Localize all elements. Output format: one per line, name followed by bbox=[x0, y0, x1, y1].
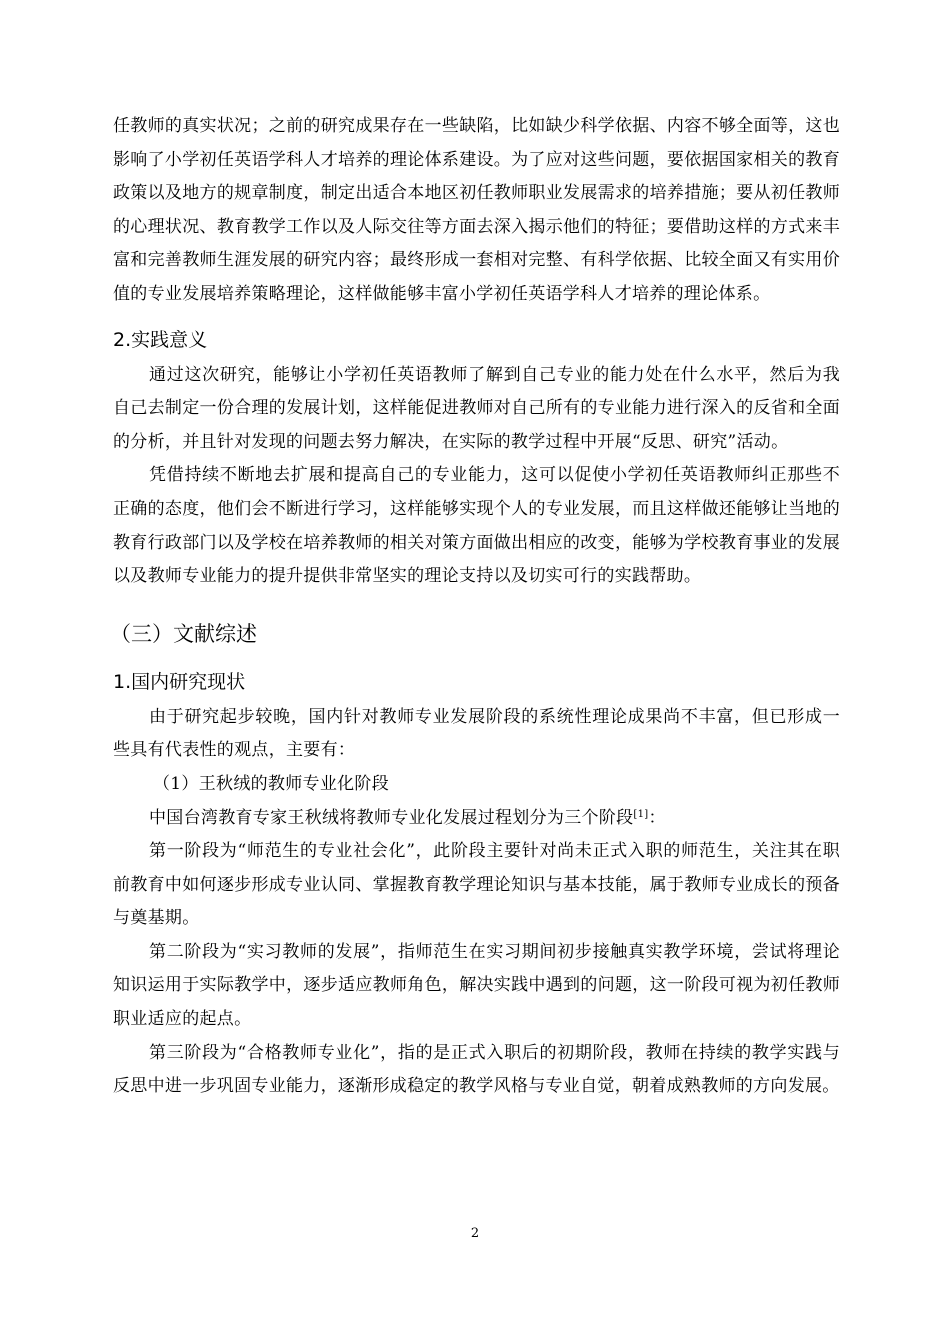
paragraph-wang-intro bbox=[113, 802, 840, 836]
page-number: 2 bbox=[470, 1226, 480, 1241]
citation-ref[interactable]: [1] bbox=[633, 808, 649, 820]
paragraph-practice-1: 通过这次研究，能够让小学初任英语教师了解到自己专业的能力处在什么水平，然后为我自己去制定一份合理的发展计划，这样能促进教师对自己所有的专业能力进行深入的反省和全面的分析，并且针对发现的问题去努力解决，在实际的教学过程中开展“反思、研究”活动。 bbox=[113, 364, 840, 452]
paragraph-stage-2: 第二阶段为“实习教师的发展”，指师范生在实习期间初步接触真实教学环境，尝试将理论知识运用于实际教学中，逐步适应教师角色，解决实践中遇到的问题，这一阶段可视为初任教师职业适应的起点。 bbox=[113, 941, 840, 1030]
heading-literature-review: （三）文献综述 bbox=[110, 621, 257, 646]
wang-intro-colon: ： bbox=[648, 807, 666, 828]
paragraph-stage-1: 第一阶段为“师范生的专业社会化”，此阶段主要针对尚未正式入职的师范生，关注其在职前教育中如何逐步形成专业认同、掌握教育教学理论知识与基本技能，属于教师专业成长的预备与奠基期。 bbox=[113, 841, 840, 929]
paragraph-stage-3: 第三阶段为“合格教师专业化”，指的是正式入职后的初期阶段，教师在持续的教学实践与反思中进一步巩固专业能力，逐渐形成稳定的教学风格与专业自觉，朝着成熟教师的方向发展。 bbox=[113, 1042, 840, 1097]
paragraph-theory-continued: 任教师的真实状况；之前的研究成果存在一些缺陷，比如缺少科学依据、内容不够全面等，这也影响了小学初任英语学科人才培养的理论体系建设。为了应对这些问题，要依据国家相关的教育政策以及地方的规章制度，制定出适合本地区初任教师职业发展需求的培养措施；要从初任教师的心理状况、教育教学工作以及人际交往等方面去深入揭示他们的特征；要借助这样的方式来丰富和完善教师生涯发展的研究内容；最终形成一套相对完整、有科学依据、比较全面又有实用价值的专业发展培养策略理论，这样做能够丰富小学初任英语学科人才培养的理论体系。 bbox=[113, 116, 840, 304]
heading-practical-significance: 2.实践意义 bbox=[113, 328, 208, 351]
paragraph-domestic-intro: 由于研究起步较晚，国内针对教师专业发展阶段的系统性理论成果尚不丰富，但已形成一些具有代表性的观点，主要有： bbox=[113, 706, 840, 761]
paragraph-subheading-wang: （1）王秋绒的教师专业化阶段 bbox=[153, 773, 390, 794]
document-body bbox=[110, 110, 840, 1104]
wang-intro-text: 中国台湾教育专家王秋绒将教师专业化发展过程划分为三个阶段 bbox=[149, 807, 634, 828]
paragraph-practice-2: 凭借持续不断地去扩展和提高自己的专业能力，这可以促使小学初任英语教师纠正那些不正确的态度，他们会不断进行学习，这样能够实现个人的专业发展，而且这样做还能够让当地的教育行政部门以及学校在培养教师的相关对策方面做出相应的改变，能够为学校教育事业的发展以及教师专业能力的提升提供非常坚实的理论支持以及切实可行的实践帮助。 bbox=[113, 465, 840, 587]
heading-domestic-research: 1.国内研究现状 bbox=[113, 670, 246, 693]
